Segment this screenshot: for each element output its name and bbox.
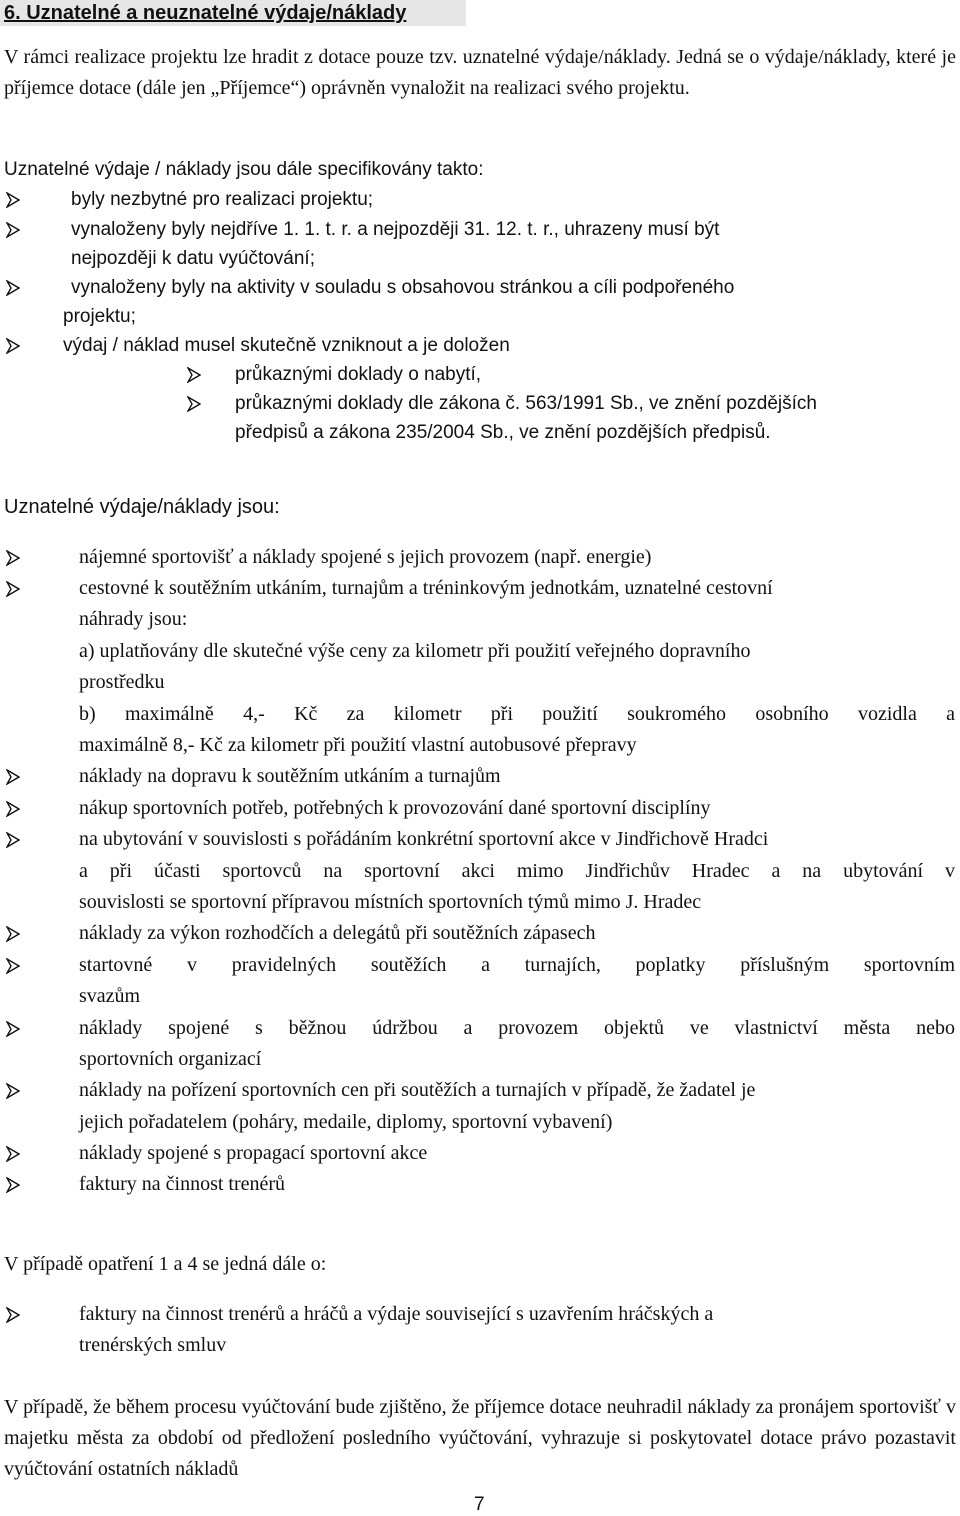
- arrow-bullet-icon: [6, 926, 20, 942]
- arrow-bullet-icon: [6, 801, 20, 817]
- page-number: 7: [474, 1494, 485, 1515]
- uznatelne-heading: Uznatelné výdaje/náklady jsou:: [4, 496, 280, 518]
- arrow-bullet-icon: [6, 222, 20, 238]
- uznatelne-item: souvislosti se sportovní přípravou místních sportovních týmů mimo J. Hradec: [79, 891, 702, 913]
- uznatelne-item: nákup sportovních potřeb, potřebných k provozování dané sportovní disciplíny: [79, 797, 711, 819]
- uznatelne-item: svazům: [79, 985, 141, 1007]
- arrow-bullet-icon: [6, 581, 20, 597]
- arrow-bullet-icon: [6, 1083, 20, 1099]
- uznatelne-item: nájemné sportovišť a náklady spojené s jejich provozem (např. energie): [79, 546, 652, 568]
- spec-item: vynaloženy byly na aktivity v souladu s obsahovou stránkou a cíli podpořeného: [71, 277, 735, 298]
- arrow-bullet-icon: [6, 1177, 20, 1193]
- arrow-bullet-icon: [187, 367, 201, 383]
- uznatelne-item: prostředku: [79, 671, 165, 693]
- arrow-bullet-icon: [187, 396, 201, 412]
- uznatelne-item: náhrady jsou:: [79, 608, 188, 630]
- arrow-bullet-icon: [6, 338, 20, 354]
- spec-item: byly nezbytné pro realizaci projektu;: [71, 189, 374, 210]
- uznatelne-item: b) maximálně 4,- Kč za kilometr při použití soukromého osobního vozidla a: [79, 703, 955, 725]
- intro-paragraph: V rámci realizace projektu lze hradit z dotace pouze tzv. uznatelné výdaje/náklady. Jedná se o výdaje/náklady, které je příjemce dotace (dále jen „Příjemce“) oprávněn vynaložit na realizaci svého projektu.: [4, 46, 956, 99]
- spec-item: nejpozději k datu vyúčtování;: [71, 248, 315, 269]
- uznatelne-item: jejich pořadatelem (poháry, medaile, diplomy, sportovní vybavení): [79, 1111, 613, 1133]
- arrow-bullet-icon: [6, 192, 20, 208]
- arrow-bullet-icon: [6, 1021, 20, 1037]
- uznatelne-item: náklady spojené s propagací sportovní akce: [79, 1142, 428, 1164]
- spec-lead: Uznatelné výdaje / náklady jsou dále specifikovány takto:: [4, 159, 484, 180]
- uznatelne-item: faktury na činnost trenérů: [79, 1173, 286, 1195]
- arrow-bullet-icon: [6, 280, 20, 296]
- closing-paragraph: V případě, že během procesu vyúčtování bude zjištěno, že příjemce dotace neuhradil náklady za pronájem sportovišť v majetku města za období od předložení posledního vyúčtování, vyhrazuje si poskytovatel dotace právo pozastavit vyúčtování ostatních nákladů: [4, 1396, 956, 1480]
- opatreni-item: trenérských smluv: [79, 1334, 227, 1356]
- arrow-bullet-icon: [6, 1146, 20, 1162]
- uznatelne-item: cestovné k soutěžním utkáním, turnajům a tréninkovým jednotkám, uznatelné cestovní: [79, 577, 773, 599]
- arrow-bullet-icon: [6, 1307, 20, 1323]
- uznatelne-item: náklady na pořízení sportovních cen při soutěžích a turnajích v případě, že žadatel je: [79, 1079, 756, 1101]
- opatreni-item: faktury na činnost trenérů a hráčů a výdaje související s uzavřením hráčských a: [79, 1303, 714, 1325]
- uznatelne-item: a při účasti sportovců na sportovní akci mimo Jindřichův Hradec a na ubytování v: [79, 860, 955, 882]
- spec-sub-item: průkaznými doklady o nabytí,: [235, 364, 482, 385]
- arrow-bullet-icon: [6, 832, 20, 848]
- arrow-bullet-icon: [6, 769, 20, 785]
- spec-sub-item: průkaznými doklady dle zákona č. 563/1991 Sb., ve znění pozdějších: [235, 393, 817, 414]
- uznatelne-item: maximálně 8,- Kč za kilometr při použití vlastní autobusové přepravy: [79, 734, 637, 756]
- uznatelne-item: sportovních organizací: [79, 1048, 262, 1070]
- uznatelne-item: a) uplatňovány dle skutečné výše ceny za kilometr při použití veřejného dopravního: [79, 640, 751, 662]
- spec-item: výdaj / náklad musel skutečně vzniknout a je doložen: [63, 335, 510, 356]
- arrow-bullet-icon: [6, 550, 20, 566]
- uznatelne-item: startovné v pravidelných soutěžích a turnajích, poplatky příslušným sportovním: [79, 954, 955, 976]
- uznatelne-item: náklady na dopravu k soutěžním utkáním a turnajům: [79, 765, 501, 787]
- uznatelne-item: náklady spojené s běžnou údržbou a provozem objektů ve vlastnictví města nebo: [79, 1017, 955, 1039]
- uznatelne-item: na ubytování v souvislosti s pořádáním konkrétní sportovní akce v Jindřichově Hradci: [79, 828, 769, 850]
- arrow-bullet-icon: [6, 958, 20, 974]
- opatreni-lead: V případě opatření 1 a 4 se jedná dále o:: [4, 1253, 327, 1275]
- spec-sub-item: předpisů a zákona 235/2004 Sb., ve znění pozdějších předpisů.: [235, 422, 771, 443]
- spec-item: vynaloženy byly nejdříve 1. 1. t. r. a nejpozději 31. 12. t. r., uhrazeny musí být: [71, 219, 720, 240]
- spec-item: projektu;: [63, 306, 136, 327]
- section-heading: 6. Uznatelné a neuznatelné výdaje/náklady: [0, 0, 466, 26]
- uznatelne-item: náklady za výkon rozhodčích a delegátů při soutěžních zápasech: [79, 922, 596, 944]
